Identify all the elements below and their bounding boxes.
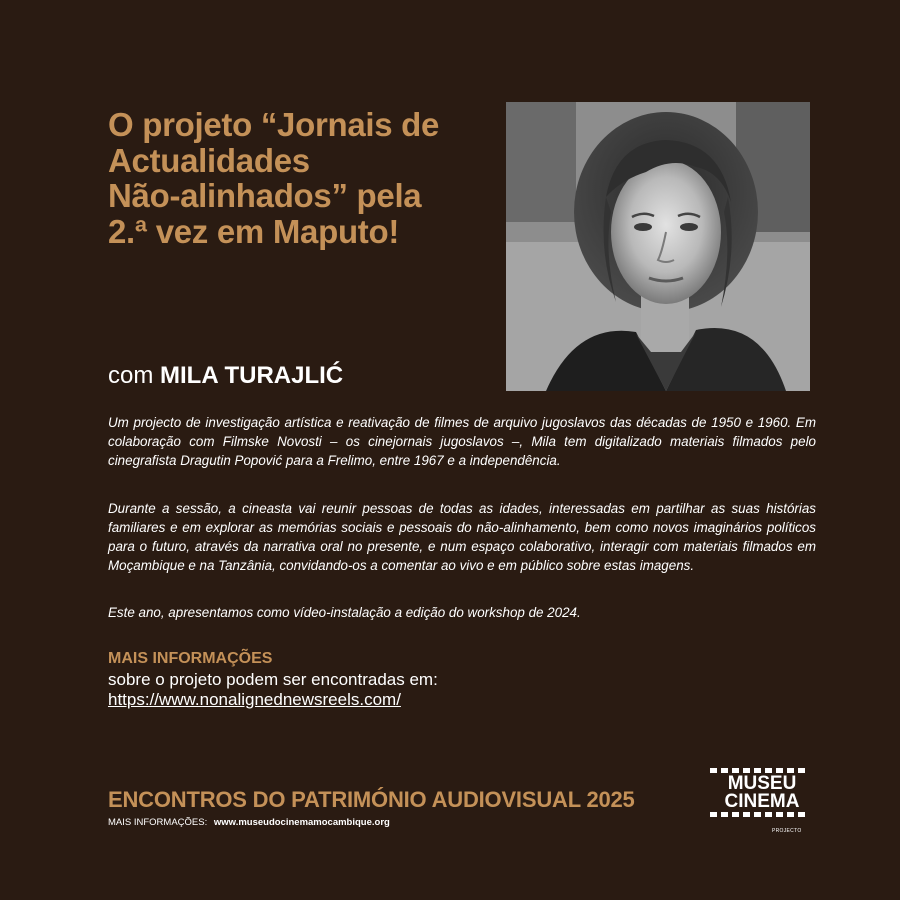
event-info (108, 817, 390, 828)
logo-word-museu: MUSEU (727, 773, 797, 794)
headline-line-1: O projeto “Jornais de (108, 106, 440, 143)
body-paragraph-2: Durante a sessão, a cineasta vai reunir pessoas de todas as idades, interessadas em partilhar as suas histórias familiares e em explorar as memórias sociais e pessoais do não-alinhamento, bem como novos imaginários políticos para o futuro, através da narrativa oral no presente, e num espaço colaborativo, interagir com materiais filmados em Moçambique e na Tanzânia, convidando-os a comentar ao vivo e em público sobre estas imagens. (108, 501, 816, 573)
headline-line-2: Actualidades (108, 141, 310, 179)
event-title: ENCONTROS DO PATRIMÓNIO AUDIOVISUAL 2025 (108, 787, 635, 812)
logo-word-cinema: CINEMA (724, 791, 800, 812)
portrait-illustration (506, 102, 810, 391)
guest-prefix: com (108, 362, 154, 389)
body-paragraph-1: Um projecto de investigação artística e reativação de filmes de arquivo jugoslavos das décadas de 1950 e 1960. Em colaboração com Filmske Novosti – os cinejornais jugoslavos –, Mila tem digitalizado materiais filmados pelo cinegrafista Dragutin Popović para a Frelimo, entre 1967 e a independência. (108, 415, 816, 468)
guest-name: MILA TURAJLIĆ (160, 362, 344, 389)
museu-cinema-logo (710, 768, 814, 838)
headline-line-3: Não-alinhados” pela (108, 177, 422, 215)
event-info-label: MAIS INFORMAÇÕES: (108, 817, 208, 828)
body-paragraph-3: Este ano, apresentamos como vídeo-instalação a edição do workshop de 2024. (108, 605, 581, 620)
project-website-link[interactable]: https://www.nonalignednewsreels.com/ (108, 690, 401, 709)
guest-line (108, 362, 343, 390)
event-website-link[interactable]: www.museudocinemamocambique.org (213, 817, 390, 828)
portrait-photo (506, 102, 810, 391)
more-info-title: MAIS INFORMAÇÕES (108, 650, 273, 667)
logo-subtitle: PROJECTO (772, 828, 802, 834)
more-info-text: sobre o projeto podem ser encontradas em: (108, 670, 438, 689)
headline-line-4: 2.ª vez em Maputo! (108, 212, 400, 250)
headline (108, 107, 478, 250)
film-strip-bottom-icon (710, 812, 812, 817)
